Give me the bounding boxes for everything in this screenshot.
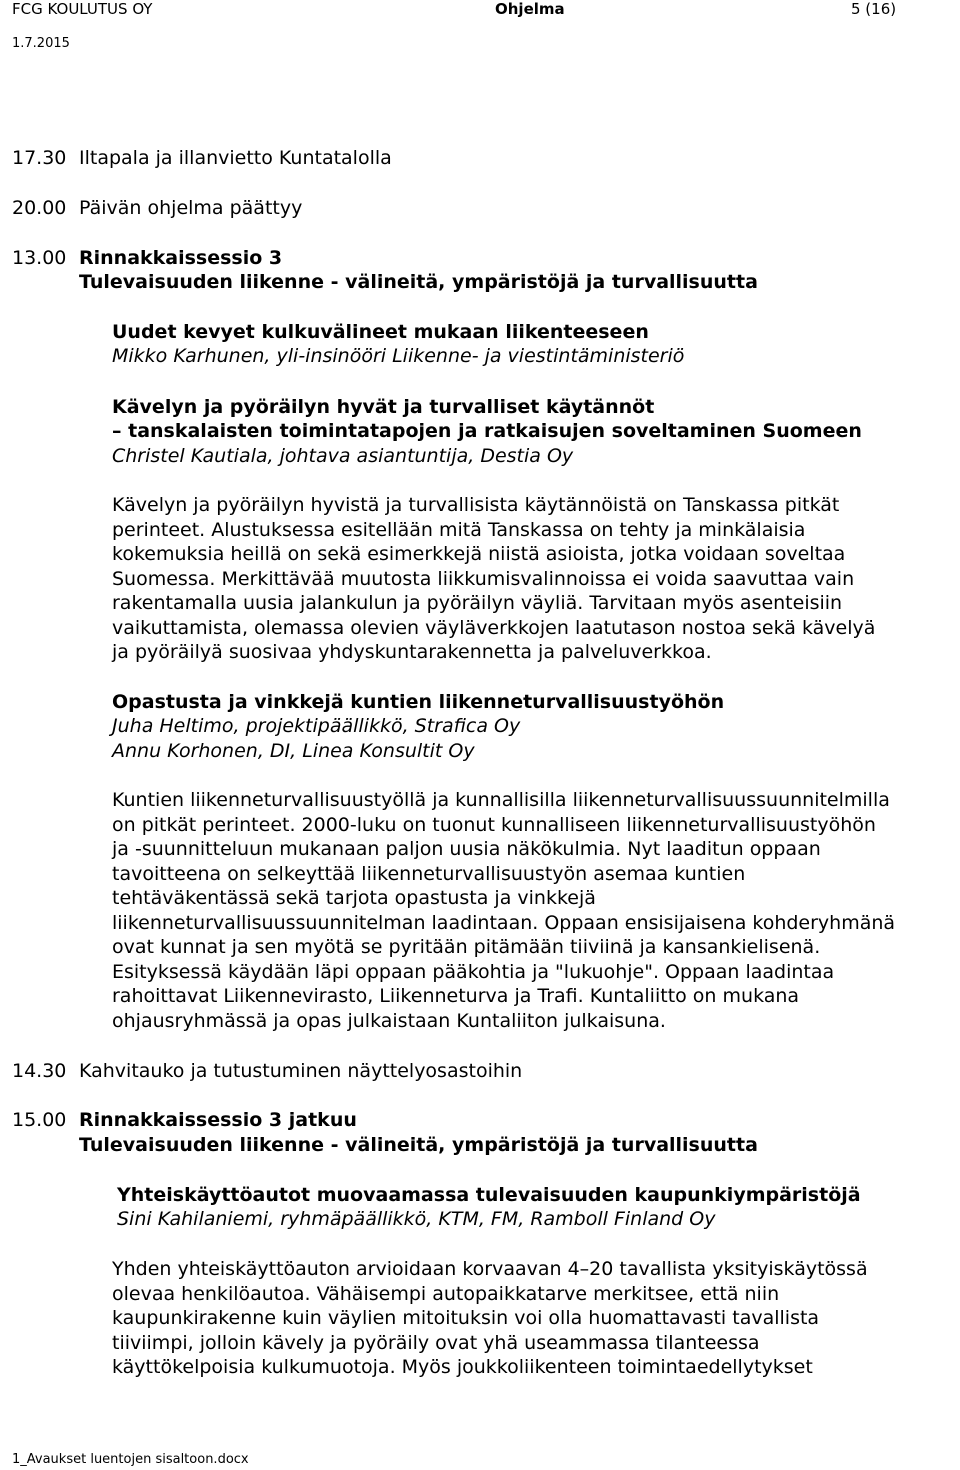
talk3-body-line: tavoitteena on selkeyttää liikenneturvallisuustyön asemaa kuntien (112, 863, 746, 885)
talk2-title-line2: – tanskalaisten toimintatapojen ja ratkaisujen soveltaminen Suomeen (112, 420, 862, 442)
session2-theme: Tulevaisuuden liikenne - välineitä, ympäristöjä ja turvallisuutta (79, 1134, 758, 1156)
talk3-body-line: tehtäväkentässä sekä tarjota opastusta ja vinkkejä (112, 887, 596, 909)
talk4-body-line: tiiviimpi, jolloin kävely ja pyöräily ovat yhä useammassa tilanteessa (112, 1332, 760, 1354)
footer-filename: 1_Avaukset luentojen sisaltoon.docx (12, 1452, 249, 1467)
talk3-body-line: Esityksessä käydään läpi oppaan pääkohtia ja "lukuohje". Oppaan laadintaa (112, 961, 835, 983)
talk1-speaker: Mikko Karhunen, yli-insinööri Liikenne- ja viestintäministeriö (112, 345, 685, 367)
session-title: Rinnakkaissessio 3 (79, 247, 283, 269)
header-date: 1.7.2015 (12, 36, 70, 51)
schedule-time-break: 14.30 (12, 1060, 67, 1082)
talk2-body-line: kokemuksia heillä on sekä esimerkkejä niistä asioista, jotka voidaan soveltaa (112, 543, 846, 565)
session2-title: Rinnakkaissessio 3 jatkuu (79, 1109, 357, 1131)
schedule-time-session: 13.00 (12, 247, 67, 269)
session-theme: Tulevaisuuden liikenne - välineitä, ympäristöjä ja turvallisuutta (79, 271, 758, 293)
talk3-title: Opastusta ja vinkkejä kuntien liikenneturvallisuustyöhön (112, 691, 725, 713)
talk4-body-line: käyttökelpoisia kulkumuotoja. Myös joukkoliikenteen toimintaedellytykset (112, 1356, 813, 1378)
header-document-title: Ohjelma (495, 0, 565, 18)
talk2-body-line: rakentamalla uusia jalankulun ja pyöräilyn väyliä. Tarvitaan myös asenteisiin (112, 592, 843, 614)
header-page-number: 5 (16) (851, 0, 897, 18)
talk3-body-line: Kuntien liikenneturvallisuustyöllä ja kunnallisilla liikenneturvallisuussuunnitelmilla (112, 789, 890, 811)
talk4-speaker: Sini Kahilaniemi, ryhmäpäällikkö, KTM, FM, Ramboll Finland Oy (117, 1208, 716, 1230)
talk2-body-line: Kävelyn ja pyöräilyn hyvistä ja turvallisista käytännöistä on Tanskassa pitkät (112, 494, 840, 516)
talk4-body-line: olevaa henkilöautoa. Vähäisempi autopaikkatarve merkitsee, että niin (112, 1283, 780, 1305)
schedule-item-break: Kahvitauko ja tutustuminen näyttelyosastoihin (79, 1060, 523, 1082)
schedule-time-evening: 17.30 (12, 147, 67, 169)
talk3-speaker-2: Annu Korhonen, DI, Linea Konsultit Oy (112, 740, 475, 762)
talk3-body-line: ja -suunnitteluun mukanaan paljon uusia näkökulmia. Nyt laaditun oppaan (112, 838, 821, 860)
talk3-body-line: ohjausryhmässä ja opas julkaistaan Kuntaliiton julkaisuna. (112, 1010, 666, 1032)
talk3-body-line: on pitkät perinteet. 2000-luku on tuonut kunnalliseen liikenneturvallisuustyöhön (112, 814, 876, 836)
page-header (0, 0, 960, 56)
talk1-title: Uudet kevyet kulkuvälineet mukaan liikenteeseen (112, 321, 649, 343)
talk2-body-line: vaikuttamista, olemassa olevien väyläverkkojen laatutason nostoa sekä kävelyä (112, 617, 876, 639)
talk2-title-line1: Kävelyn ja pyöräilyn hyvät ja turvalliset käytännöt (112, 396, 655, 418)
talk2-body-line: Suomessa. Merkittävää muutosta liikkumisvalinnoissa ei voida saavuttaa vain (112, 568, 855, 590)
talk3-body-line: ovat kunnat ja sen myötä se pyritään pitämään tiiviinä ja kansankielisenä. (112, 936, 821, 958)
schedule-item-end: Päivän ohjelma päättyy (79, 197, 303, 219)
talk2-body-line: perinteet. Alustuksessa esitellään mitä Tanskassa on tehty ja minkälaisia (112, 519, 806, 541)
schedule-time-session-2: 15.00 (12, 1109, 67, 1131)
talk4-title: Yhteiskäyttöautot muovaamassa tulevaisuuden kaupunkiympäristöjä (117, 1184, 861, 1206)
talk3-body-line: liikenneturvallisuussuunnitelman laadintaan. Oppaan ensisijaisena kohderyhmänä (112, 912, 896, 934)
talk2-speaker: Christel Kautiala, johtava asiantuntija, Destia Oy (112, 445, 574, 467)
talk3-speaker-1: Juha Heltimo, projektipäällikkö, Strafica Oy (112, 715, 521, 737)
talk2-body-line: ja pyöräilyä suosivaa yhdyskuntarakennetta ja palveluverkkoa. (112, 641, 712, 663)
schedule-item-evening: Iltapala ja illanvietto Kuntatalolla (79, 147, 392, 169)
talk3-body-line: rahoittavat Liikennevirasto, Liikenneturva ja Trafi. Kuntaliitto on mukana (112, 985, 800, 1007)
header-organization: FCG KOULUTUS OY (12, 0, 153, 18)
schedule-time-end: 20.00 (12, 197, 67, 219)
talk4-body-line: Yhden yhteiskäyttöauton arvioidaan korvaavan 4–20 tavallista yksityiskäytössä (112, 1258, 868, 1280)
talk4-body-line: kaupunkirakenne kuin väylien mitoituksin voi olla huomattavasti tavallista (112, 1307, 820, 1329)
